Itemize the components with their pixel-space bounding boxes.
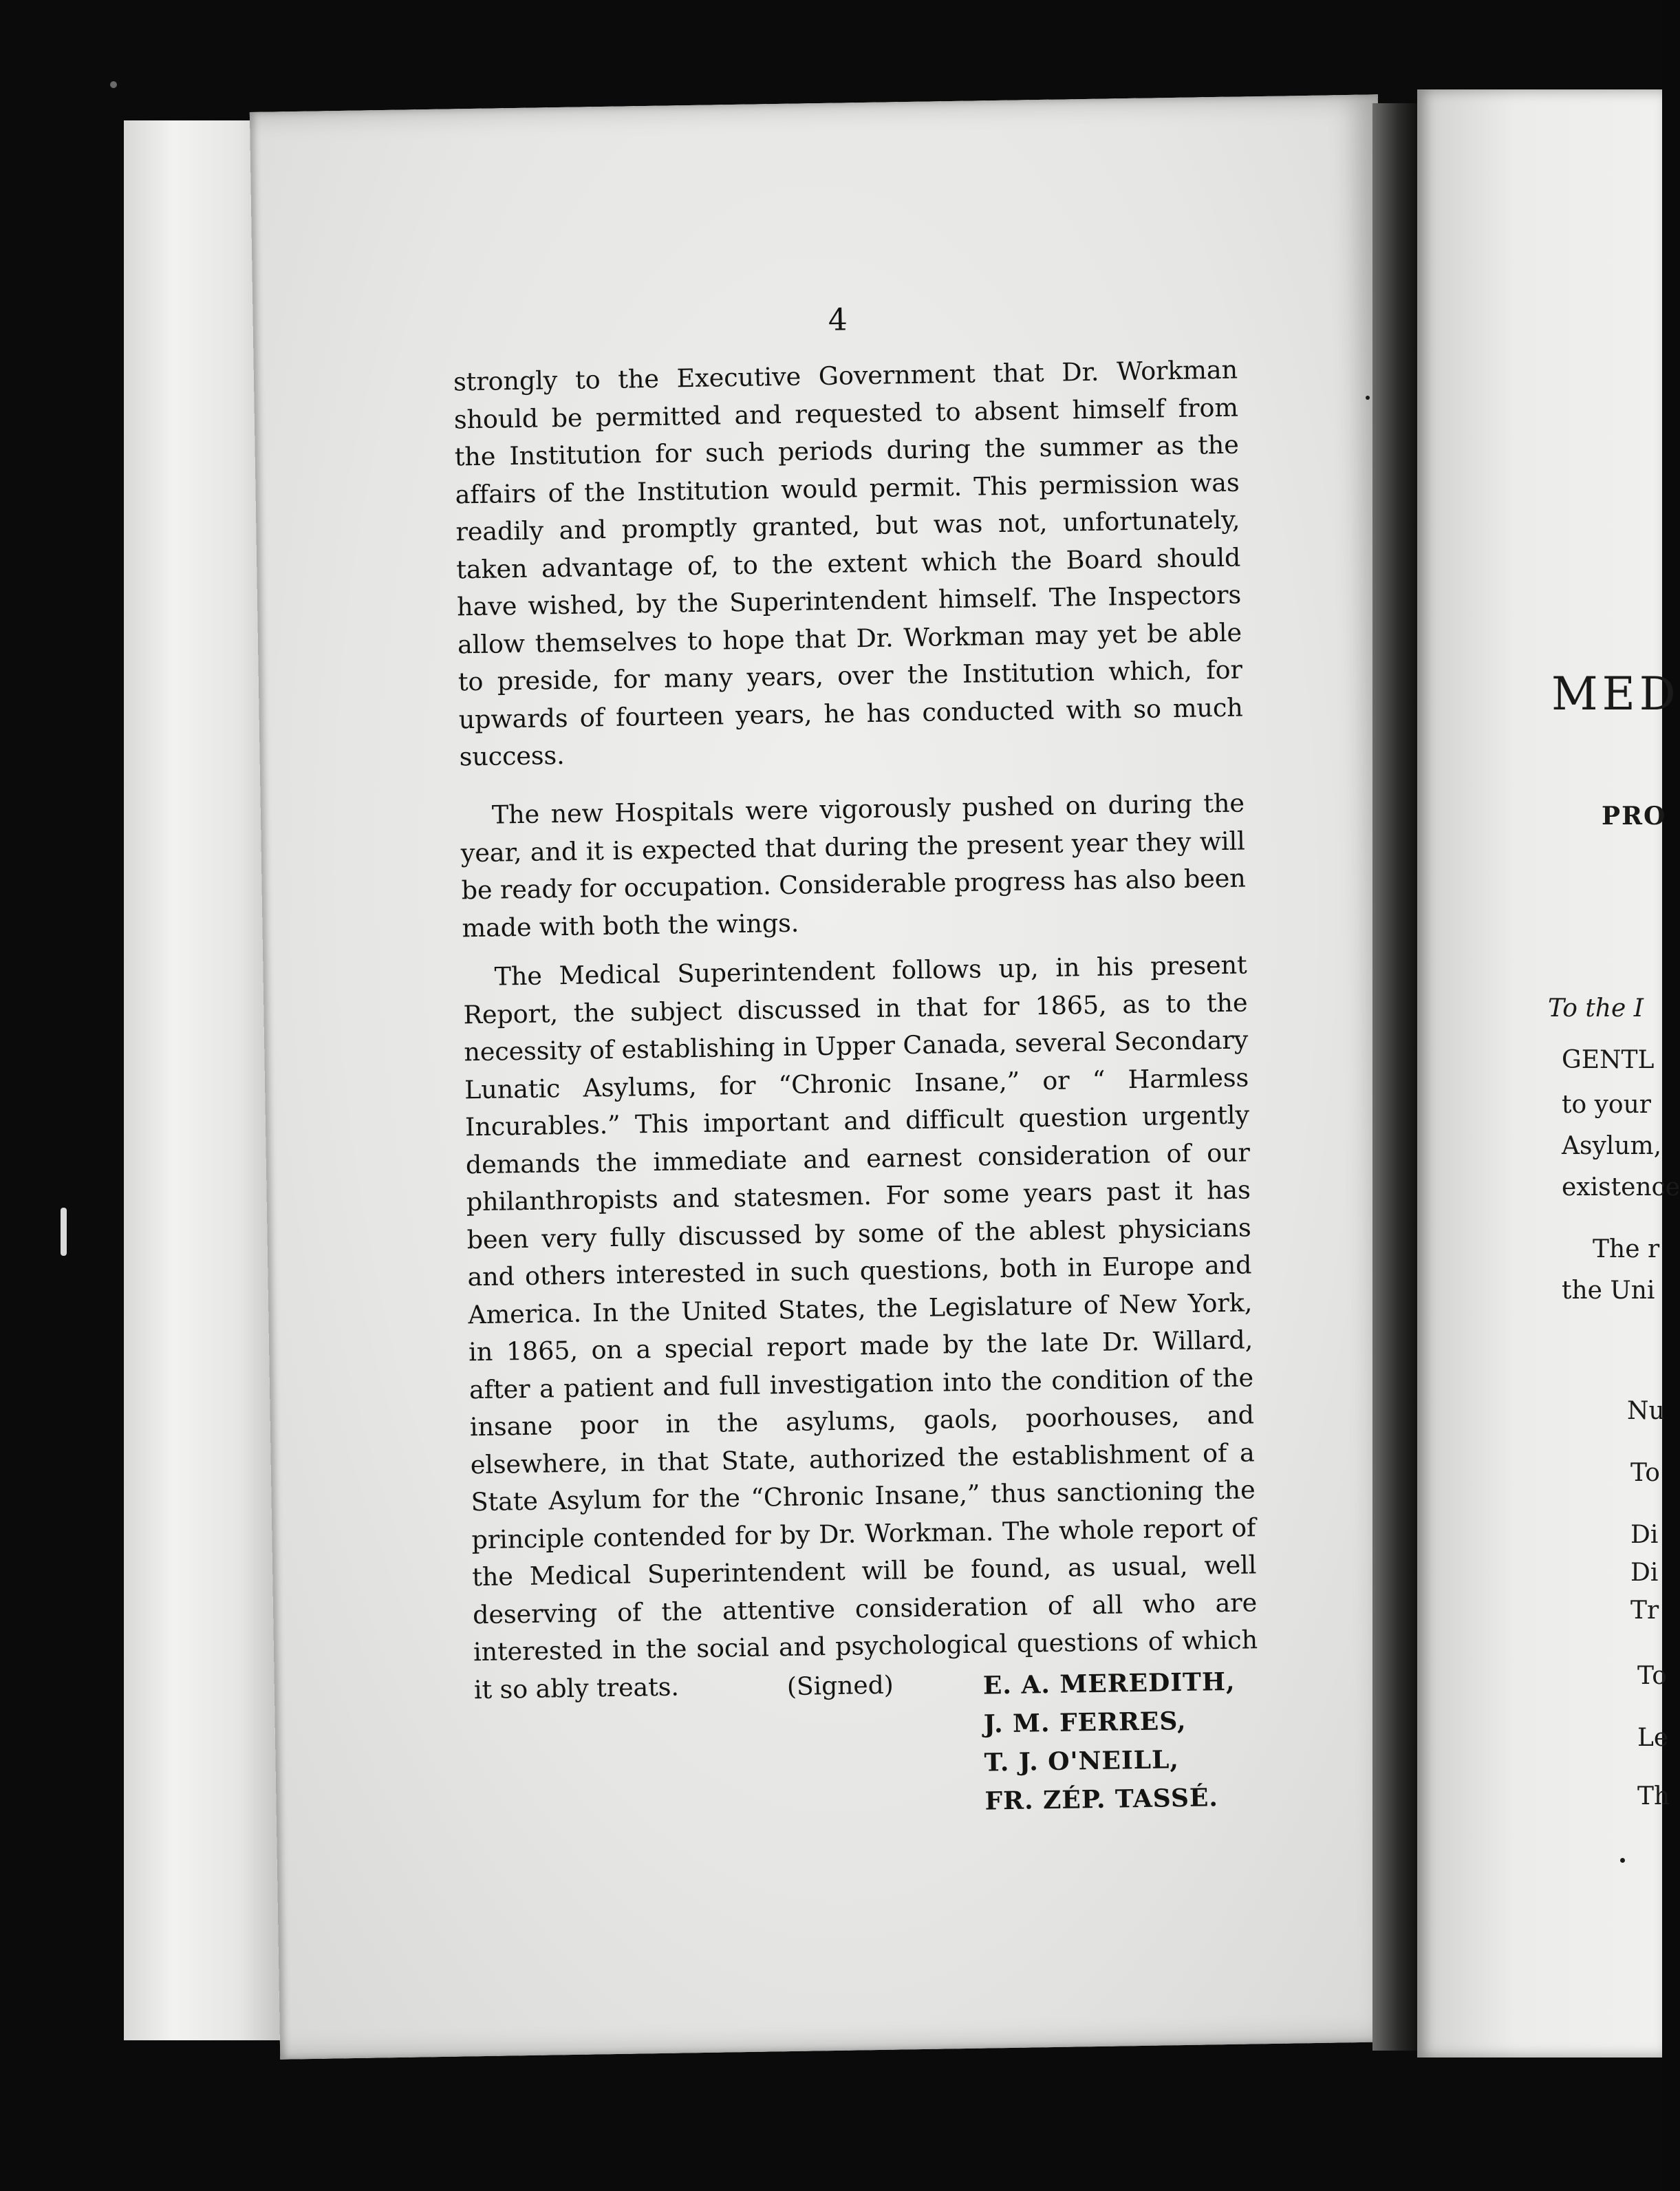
page-number: 4 <box>828 302 848 338</box>
signer-3: T. J. O'NEILL, <box>984 1745 1180 1777</box>
right-page-line: GENTL <box>1562 1046 1655 1074</box>
right-page-line: Th <box>1637 1782 1670 1810</box>
signer-2: J. M. FERRES, <box>983 1706 1187 1739</box>
signer-4: FR. ZÉP. TASSÉ. <box>984 1783 1219 1816</box>
paragraph-1: strongly to the Executive Government that Dr. Workman should be permitted and requested to absent himself from the Institution for such periods during the summer as the affairs of the Institution would permit. This permission was readily and promptly granted, but was not, unfortunately, taken advantage of, to the extent which the Board should have wished, by the Superintendent himself. The Inspectors allow themselves to hope that Dr. Workman may yet be able to preside, for many years, over the Institution which, for upwards of fourteen years, he has conducted with so much success. <box>453 354 1243 772</box>
scan-speck <box>1620 1858 1625 1863</box>
right-page-line: Tr <box>1630 1596 1659 1625</box>
paragraph-2: The new Hospitals were vigorously pushed on during the year, and it is expected that during the present year they will be ready for occupation. Considerable progress has also been made with both the wings. <box>460 788 1246 943</box>
right-page-heading: MED <box>1551 667 1680 720</box>
right-page-line: the Uni <box>1562 1276 1655 1305</box>
right-page-line: To <box>1630 1459 1660 1487</box>
scan-mark <box>61 1208 67 1256</box>
right-page-line: The r <box>1593 1235 1660 1263</box>
scan-speck <box>110 81 117 88</box>
scan-speck <box>1366 396 1370 400</box>
right-page-line: To <box>1637 1662 1667 1690</box>
signer-1: E. A. MEREDITH, <box>982 1667 1236 1700</box>
signature-block <box>982 1663 1237 1821</box>
signed-label: (Signed) <box>786 1671 894 1702</box>
right-page-line: Di <box>1630 1559 1659 1587</box>
right-page-line: to your <box>1562 1091 1651 1119</box>
paragraph-3: The Medical Superintendent follows up, in his present Report, the subject discussed in that for 1865, as to the necessity of establishing in Upper Canada, several Secondary Lunatic Asylums, for “Chronic Insane,” or “ Harmless Incurables.” This important and difficult question urgently demands the immediate and earnest consideration of our philanthropists and statesmen. For some years past it has been very fully discussed by some of the ablest physicians and others interested in such questions, both in Europe and America. In the United States, the Legislature of New York, in 1865, on a special report made by the late Dr. Willard, after a patient and full investigation into the condition of the insane poor in the asylums, gaols, poorhouses, and elsewhere, in that State, authorized the establishment of a State Asylum for the “Chronic Insane,” thus sanctioning the principle contended for by Dr. Workman. The whole report of the Medical Superintendent will be found, as usual, well deserving of the attentive consideration of all who are interested in the social and psychological questions of which it so ably treats. <box>463 950 1258 1704</box>
right-page-subheading: PRO <box>1602 802 1667 831</box>
left-page <box>250 94 1408 2059</box>
right-page-address: To the I <box>1548 994 1644 1023</box>
right-page-line: Di <box>1630 1521 1659 1549</box>
right-page-fragment <box>1417 89 1680 2058</box>
right-page-line: existence <box>1562 1173 1680 1201</box>
page-gutter <box>1372 103 1417 2051</box>
right-page-line: Nu <box>1627 1397 1665 1425</box>
right-page-line: Asylum, <box>1562 1132 1662 1160</box>
right-page-line: Le <box>1637 1724 1669 1752</box>
